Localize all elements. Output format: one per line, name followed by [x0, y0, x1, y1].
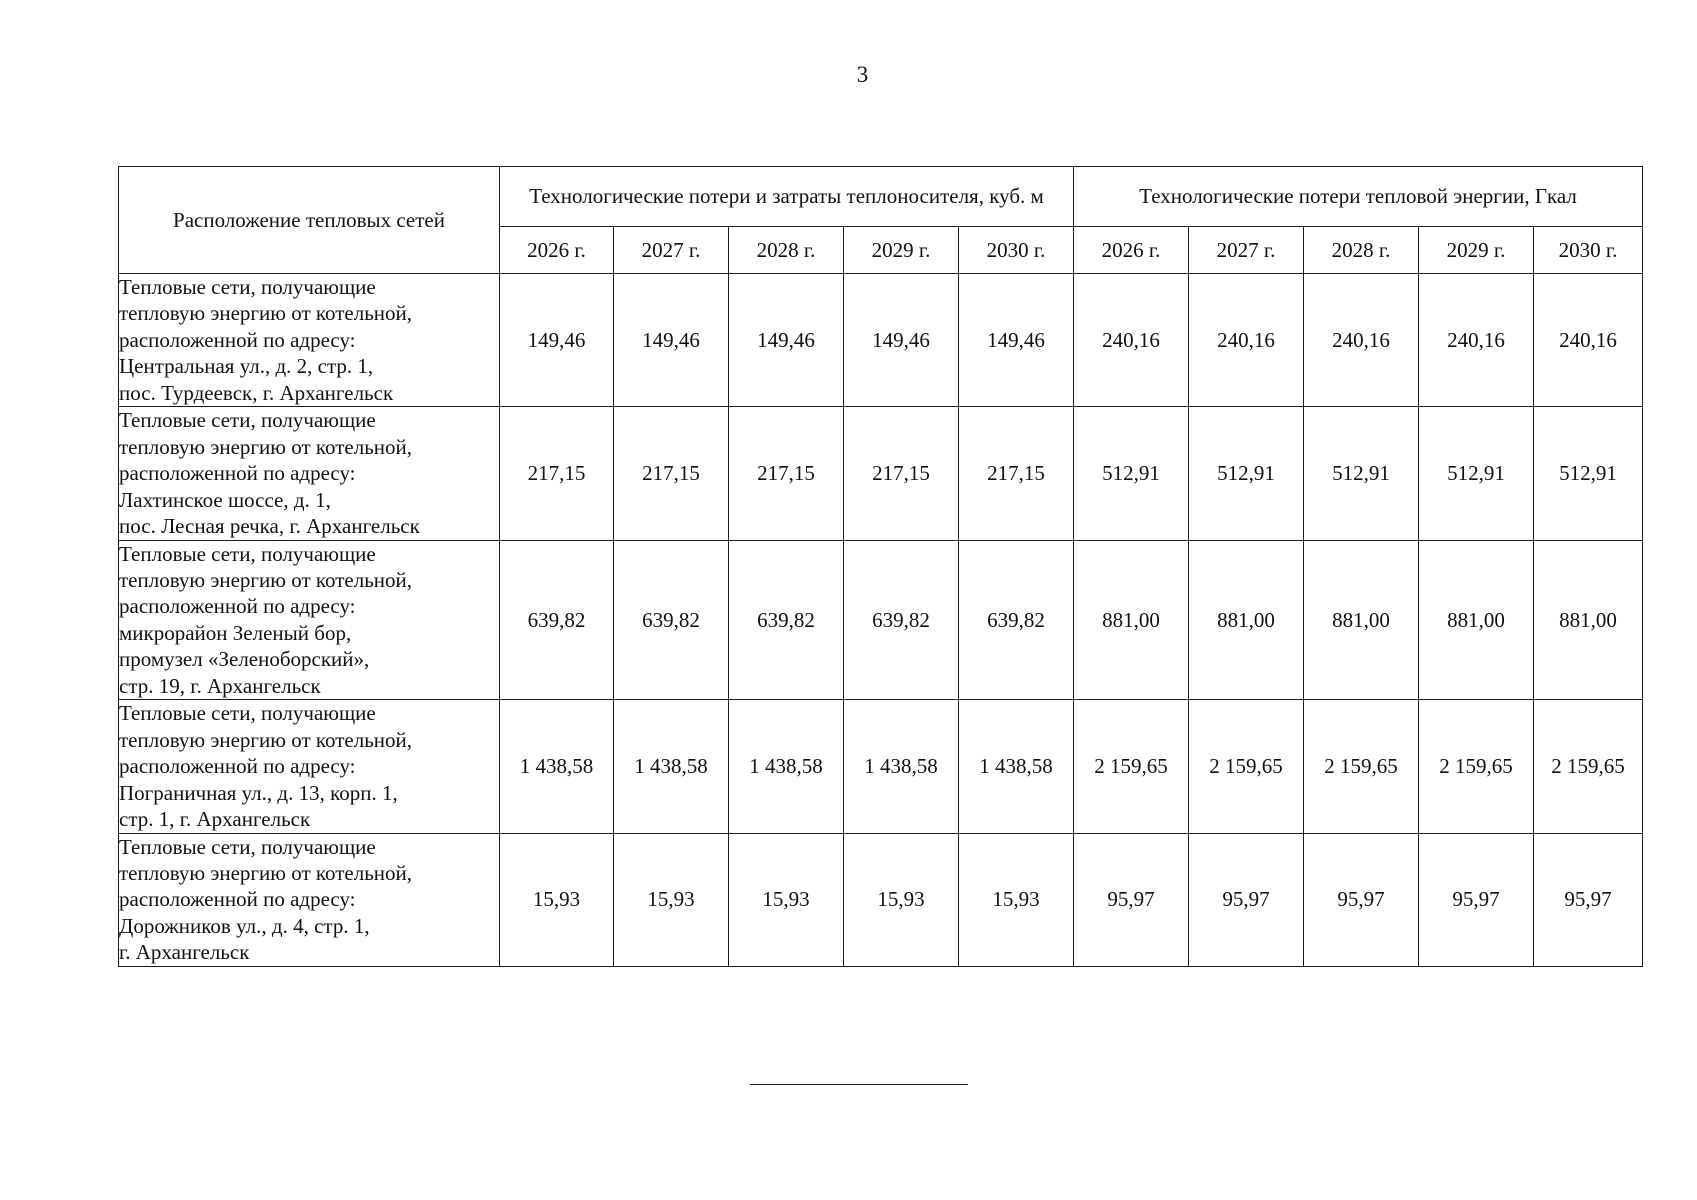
value-cell: 217,15	[614, 407, 729, 540]
location-line: Дорожников ул., д. 4, стр. 1,	[119, 913, 370, 938]
year-header: 2030 г.	[1534, 227, 1643, 274]
location-line: Тепловые сети, получающие	[119, 701, 376, 726]
value-cell: 15,93	[500, 833, 614, 966]
value-cell: 217,15	[959, 407, 1074, 540]
value-cell: 639,82	[729, 540, 844, 700]
value-cell: 881,00	[1534, 540, 1643, 700]
year-header: 2029 г.	[844, 227, 959, 274]
location-cell	[119, 540, 500, 700]
location-line: Лахтинское шоссе, д. 1,	[119, 487, 331, 512]
table-row	[119, 700, 1643, 833]
value-cell: 1 438,58	[500, 700, 614, 833]
table-row	[119, 407, 1643, 540]
location-line: тепловую энергию от котельной,	[119, 860, 413, 885]
location-line: тепловую энергию от котельной,	[119, 434, 413, 459]
value-cell: 217,15	[844, 407, 959, 540]
value-cell: 240,16	[1189, 274, 1304, 407]
location-cell	[119, 700, 500, 833]
value-cell: 881,00	[1304, 540, 1419, 700]
value-cell: 15,93	[729, 833, 844, 966]
location-line: расположенной по адресу:	[119, 754, 356, 779]
value-cell: 240,16	[1304, 274, 1419, 407]
location-line: Центральная ул., д. 2, стр. 1,	[119, 354, 374, 379]
location-line: микрорайон Зеленый бор,	[119, 620, 352, 645]
location-line: тепловую энергию от котельной,	[119, 567, 413, 592]
location-column-header: Расположение тепловых сетей	[119, 167, 500, 274]
value-cell: 512,91	[1419, 407, 1534, 540]
location-line: пос. Лесная речка, г. Архангельск	[119, 514, 420, 539]
year-header: 2026 г.	[500, 227, 614, 274]
location-line: расположенной по адресу:	[119, 327, 356, 352]
value-cell: 95,97	[1074, 833, 1189, 966]
value-cell: 149,46	[614, 274, 729, 407]
location-line: Тепловые сети, получающие	[119, 834, 376, 859]
value-cell: 512,91	[1534, 407, 1643, 540]
value-cell: 881,00	[1189, 540, 1304, 700]
value-cell: 95,97	[1534, 833, 1643, 966]
heat-energy-losses-group-header: Технологические потери тепловой энергии, Гкал	[1074, 167, 1643, 227]
location-cell	[119, 274, 500, 407]
value-cell: 240,16	[1534, 274, 1643, 407]
year-header: 2027 г.	[614, 227, 729, 274]
value-cell: 95,97	[1419, 833, 1534, 966]
value-cell: 240,16	[1419, 274, 1534, 407]
value-cell: 639,82	[500, 540, 614, 700]
value-cell: 639,82	[959, 540, 1074, 700]
value-cell: 639,82	[614, 540, 729, 700]
location-line: Тепловые сети, получающие	[119, 408, 376, 433]
location-line: Пограничная ул., д. 13, корп. 1,	[119, 780, 398, 805]
location-line: стр. 19, г. Архангельск	[119, 673, 321, 698]
year-header: 2029 г.	[1419, 227, 1534, 274]
location-line: расположенной по адресу:	[119, 887, 356, 912]
value-cell: 2 159,65	[1304, 700, 1419, 833]
location-line: пос. Турдеевск, г. Архангельск	[119, 380, 394, 405]
value-cell: 149,46	[844, 274, 959, 407]
value-cell: 1 438,58	[844, 700, 959, 833]
value-cell: 2 159,65	[1419, 700, 1534, 833]
value-cell: 1 438,58	[959, 700, 1074, 833]
coolant-losses-group-header: Технологические потери и затраты теплоносителя, куб. м	[500, 167, 1074, 227]
location-line: промузел «Зеленоборский»,	[119, 647, 370, 672]
table-row	[119, 540, 1643, 700]
location-line: г. Архангельск	[119, 940, 250, 965]
heat-losses-table	[118, 166, 1643, 967]
value-cell: 95,97	[1304, 833, 1419, 966]
value-cell: 1 438,58	[614, 700, 729, 833]
year-header: 2028 г.	[1304, 227, 1419, 274]
value-cell: 217,15	[500, 407, 614, 540]
value-cell: 15,93	[959, 833, 1074, 966]
location-line: расположенной по адресу:	[119, 461, 356, 486]
location-line: тепловую энергию от котельной,	[119, 301, 413, 326]
location-line: расположенной по адресу:	[119, 594, 356, 619]
value-cell: 881,00	[1419, 540, 1534, 700]
value-cell: 512,91	[1074, 407, 1189, 540]
value-cell: 512,91	[1189, 407, 1304, 540]
value-cell: 1 438,58	[729, 700, 844, 833]
value-cell: 2 159,65	[1534, 700, 1643, 833]
page-number: 3	[856, 62, 869, 87]
value-cell: 240,16	[1074, 274, 1189, 407]
value-cell: 639,82	[844, 540, 959, 700]
value-cell: 512,91	[1304, 407, 1419, 540]
location-line: тепловую энергию от котельной,	[119, 727, 413, 752]
value-cell: 149,46	[729, 274, 844, 407]
table-row	[119, 274, 1643, 407]
value-cell: 881,00	[1074, 540, 1189, 700]
value-cell: 15,93	[614, 833, 729, 966]
year-header: 2027 г.	[1189, 227, 1304, 274]
value-cell: 149,46	[500, 274, 614, 407]
value-cell: 15,93	[844, 833, 959, 966]
value-cell: 2 159,65	[1074, 700, 1189, 833]
location-line: стр. 1, г. Архангельск	[119, 807, 311, 832]
table-row	[119, 833, 1643, 966]
year-header: 2026 г.	[1074, 227, 1189, 274]
location-line: Тепловые сети, получающие	[119, 275, 376, 299]
location-cell	[119, 833, 500, 966]
year-header: 2028 г.	[729, 227, 844, 274]
location-line: Тепловые сети, получающие	[119, 541, 376, 566]
value-cell: 217,15	[729, 407, 844, 540]
value-cell: 149,46	[959, 274, 1074, 407]
end-of-document-rule	[750, 1084, 968, 1085]
value-cell: 2 159,65	[1189, 700, 1304, 833]
year-header: 2030 г.	[959, 227, 1074, 274]
value-cell: 95,97	[1189, 833, 1304, 966]
location-cell	[119, 407, 500, 540]
